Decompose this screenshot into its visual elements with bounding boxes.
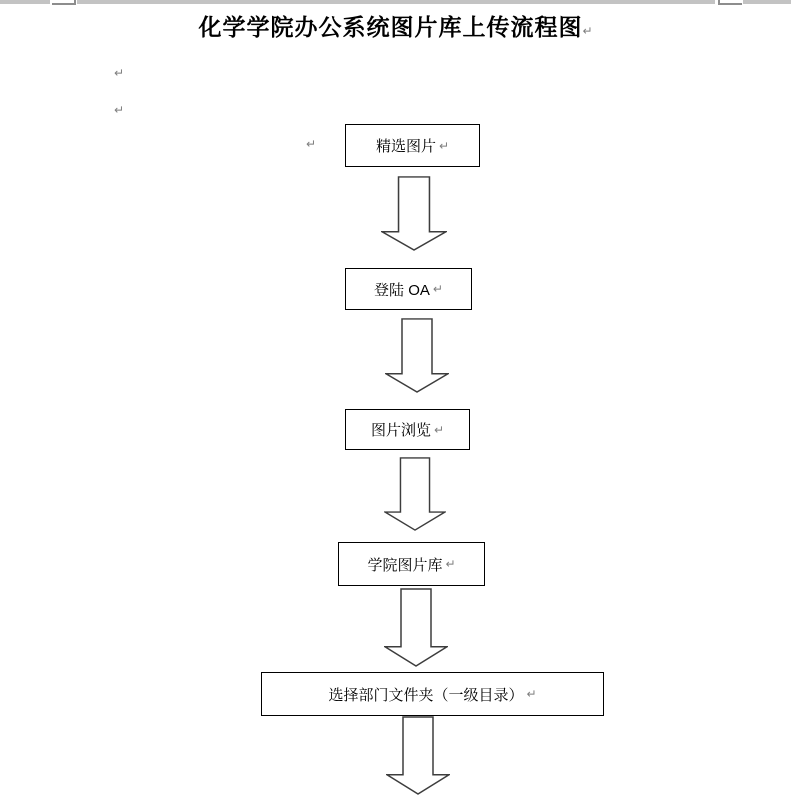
document-title-text: 化学学院办公系统图片库上传流程图: [198, 14, 583, 40]
flow-step-label: 图片浏览: [370, 422, 431, 439]
flow-step-box-college-image-library[interactable]: [338, 542, 485, 586]
pilcrow-mark: ↵: [526, 687, 537, 701]
page-top-edge: [0, 0, 791, 4]
flow-connector-arrow-4[interactable]: [384, 588, 448, 667]
down-arrow-icon: [385, 318, 449, 393]
flow-step-box-select-images[interactable]: [345, 124, 480, 167]
flow-step-box-image-browse[interactable]: [345, 409, 470, 450]
pilcrow-mark: ↵: [306, 137, 317, 151]
flow-connector-arrow-2[interactable]: [385, 318, 449, 393]
pilcrow-mark: ↵: [445, 557, 456, 571]
flow-connector-arrow-5[interactable]: [386, 716, 450, 795]
pilcrow-mark: ↵: [432, 282, 443, 296]
flow-step-label: 选择部门文件夹（一级目录）: [328, 686, 524, 704]
down-arrow-icon: [384, 457, 446, 531]
margin-crop-mark-right-tick: [718, 0, 720, 5]
flow-step-label: 精选图片: [375, 138, 436, 155]
pilcrow-mark: ↵: [582, 24, 593, 38]
pilcrow-mark: ↵: [114, 66, 125, 80]
flow-step-label: 学院图片库: [367, 556, 443, 574]
pilcrow-mark: ↵: [114, 103, 125, 117]
pilcrow-mark: ↵: [433, 422, 445, 437]
flow-connector-arrow-1[interactable]: [381, 176, 447, 251]
down-arrow-icon: [386, 716, 450, 795]
pilcrow-mark: ↵: [438, 138, 450, 153]
flow-step-box-login-oa[interactable]: [345, 268, 472, 310]
flow-connector-arrow-3[interactable]: [384, 457, 446, 531]
margin-crop-mark-left: [52, 3, 76, 5]
margin-crop-mark-right: [718, 3, 742, 5]
flow-step-box-select-department-folder[interactable]: [261, 672, 604, 716]
margin-crop-mark-left-tick: [74, 0, 76, 5]
down-arrow-icon: [384, 588, 448, 667]
document-title: [0, 9, 791, 42]
down-arrow-icon: [381, 176, 447, 251]
flow-step-label: 登陆 OA: [374, 281, 430, 299]
